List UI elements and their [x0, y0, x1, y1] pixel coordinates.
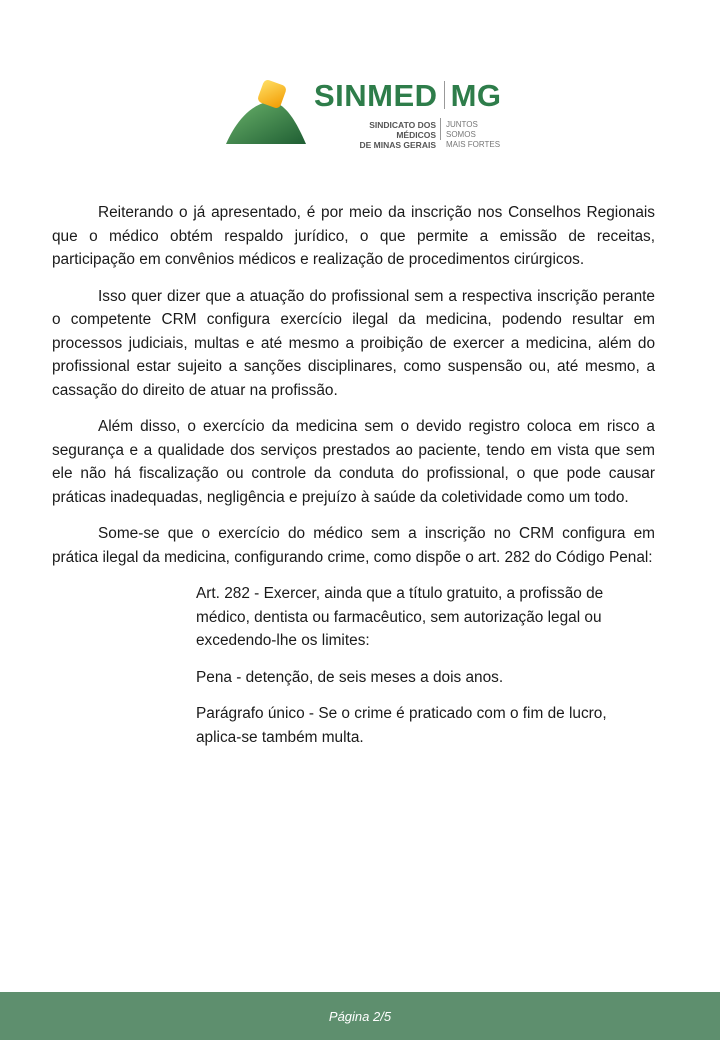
paragraph: Some-se que o exercício do médico sem a inscrição no CRM configura em prática ilegal da medicina, configurando crime, como dispõe o art. 282 do Código Penal: — [52, 525, 655, 566]
page-footer — [0, 992, 720, 1040]
logo-subtitle: SINDICATO DOS MÉDICOS — [369, 120, 436, 140]
legal-quote: Art. 282 - Exercer, ainda que a título gratuito, a profissão de médico, dentista ou farmacêutico, sem autorização legal ou excedendo-lhe os limites: — [196, 585, 604, 649]
document-body — [52, 201, 655, 762]
paragraph: Além disso, o exercício da medicina sem o devido registro coloca em risco a segurança e a qualidade dos serviços prestados ao paciente, tendo em vista que sem ele não há fiscalização ou controle da conduta do profissional, o que pode causar práticas inadequadas, negligência e prejuízo à saúde da coletividade como um todo. — [52, 418, 655, 506]
page-number: Página 2/5 — [328, 1008, 392, 1024]
logo-slogan: JUNTOS SOMOS — [446, 120, 478, 139]
logo-region: MG — [450, 78, 502, 113]
logo-slogan: MAIS FORTES — [446, 140, 501, 149]
mountain-sun-icon — [226, 76, 316, 146]
legal-quote: Parágrafo único - Se o crime é praticado com o fim de lucro, aplica-se também multa. — [196, 705, 607, 746]
logo-subtitle: DE MINAS GERAIS — [359, 140, 436, 150]
sinmed-logo — [226, 76, 506, 150]
paragraph: Isso quer dizer que a atuação do profissional sem a respectiva inscrição perante o competente CRM configura exercício ilegal da medicina, podendo resultar em processos judiciais, multas e até mesmo a proibição de exercer a medicina, além do profissional estar sujeito a sanções disciplinares, como suspensão ou, até mesmo, a cassação do direito de atuar na profissão. — [52, 287, 655, 399]
legal-quote: Pena - detenção, de seis meses a dois anos. — [196, 668, 504, 686]
logo-name: SINMED — [314, 78, 438, 113]
paragraph: Reiterando o já apresentado, é por meio da inscrição nos Conselhos Regionais que o médico obtém respaldo jurídico, o que permite a emissão de receitas, participação em convênios médicos e realização de procedimentos cirúrgicos. — [52, 204, 655, 268]
